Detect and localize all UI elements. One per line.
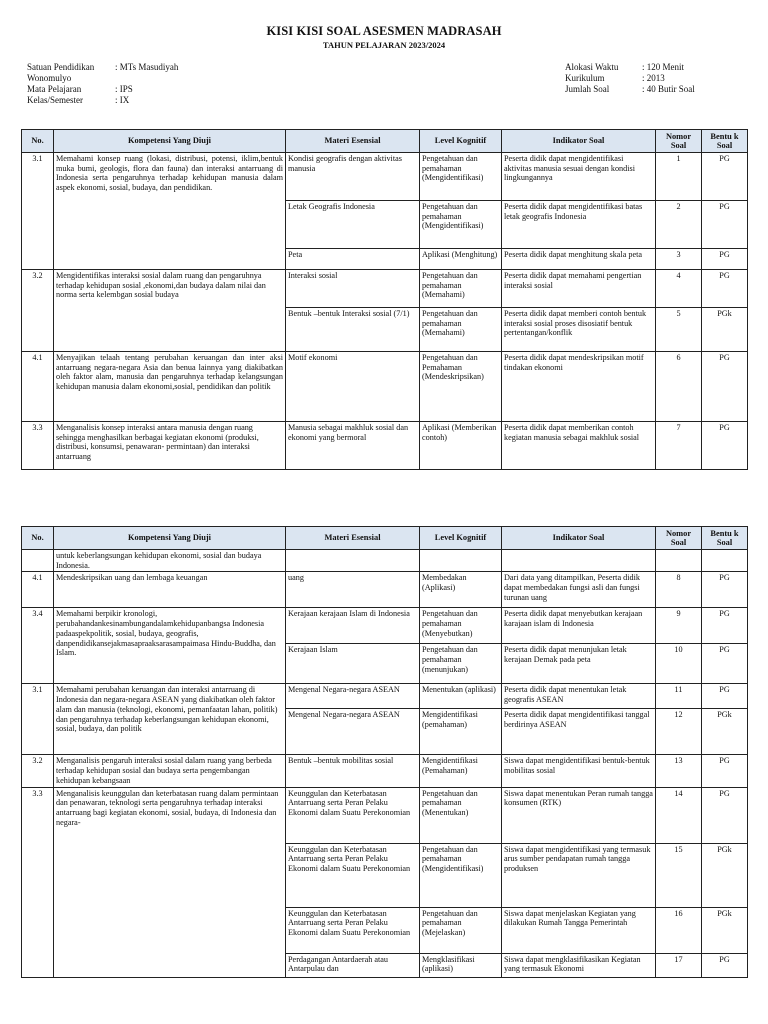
cell-no: 4.1 — [22, 352, 54, 422]
cell-level — [420, 550, 502, 572]
meta-value: : 120 Menit — [642, 62, 684, 72]
cell-level: Pengetahuan dan pemahaman (Menentukan) — [420, 787, 502, 843]
cell-bentuk: PG — [702, 153, 748, 201]
cell-bentuk: PG — [702, 953, 748, 977]
cell-kompetensi: Menganalisis konsep interaksi antara manusia dengan ruang sehingga menghasilkan berbagai kegiatan ekonomi (produksi, distribusi, konsumsi, penawaran- permintaan) dan interaksi antarruang — [54, 422, 286, 470]
cell-no: 3.3 — [22, 422, 54, 470]
kisi-table-2 — [21, 526, 748, 978]
table-row — [22, 352, 748, 422]
col-header-kompetensi: Kompetensi Yang Diuji — [54, 527, 286, 550]
cell-nomor: 7 — [656, 422, 702, 470]
cell-no: 4.1 — [22, 572, 54, 608]
cell-nomor: 14 — [656, 787, 702, 843]
cell-level: Membedakan (Aplikasi) — [420, 572, 502, 608]
kisi-table-1 — [21, 129, 748, 470]
table-row — [22, 153, 748, 201]
cell-no: 3.2 — [22, 270, 54, 352]
cell-no: 3.1 — [22, 153, 54, 270]
cell-nomor: 12 — [656, 709, 702, 755]
meta-value: : 40 Butir Soal — [642, 84, 695, 94]
table-header-row — [22, 130, 748, 153]
cell-materi: Mengenal Negara-negara ASEAN — [286, 709, 420, 755]
cell-level: Mengidentifikasi (Pemahaman) — [420, 755, 502, 787]
meta-label: Wonomulyo — [27, 73, 72, 83]
meta-row — [565, 73, 695, 84]
cell-nomor — [656, 550, 702, 572]
table-row — [22, 550, 748, 572]
table-row — [22, 684, 748, 709]
col-header-indikator: Indikator Soal — [502, 527, 656, 550]
col-header-indikator: Indikator Soal — [502, 130, 656, 153]
meta-row — [27, 84, 178, 95]
cell-no: 3.4 — [22, 608, 54, 684]
cell-indikator: Peserta didik dapat mengidentifikasi aktivitas manusia sesuai dengan kondisi lingkungannya — [502, 153, 656, 201]
cell-bentuk: PGk — [702, 709, 748, 755]
cell-nomor: 1 — [656, 153, 702, 201]
cell-materi: Bentuk –bentuk Interaksi sosial (7/1) — [286, 308, 420, 352]
cell-kompetensi: Menyajikan telaah tentang perubahan keruangan dan inter aksi antarruang negara-negara Asia dan benua lainnya yang diakibatkan oleh faktor alam, manusia dan pengaruhnya terhadap kelangsungan kehidupan manusia dalam ekonomi,sosial, pendidikan dan politik — [54, 352, 286, 422]
cell-kompetensi: Menganalisis pengaruh interaksi sosial dalam ruang yang berbeda terhadap kehidupan sosial dan budaya serta pengembangan kehidupan kebangsaan — [54, 755, 286, 787]
cell-bentuk: PG — [702, 270, 748, 308]
identity-block-right — [565, 62, 695, 95]
cell-materi: Kerajaan kerajaan Islam di Indonesia — [286, 608, 420, 644]
cell-bentuk: PG — [702, 787, 748, 843]
cell-level: Mengidentifikasi (pemahaman) — [420, 709, 502, 755]
cell-bentuk: PGk — [702, 907, 748, 953]
cell-materi: Bentuk –bentuk mobilitas sosial — [286, 755, 420, 787]
cell-bentuk: PG — [702, 352, 748, 422]
col-header-materi: Materi Esensial — [286, 130, 420, 153]
meta-value: : 2013 — [642, 73, 665, 83]
cell-kompetensi: Memahami berpikir kronologi, perubahandankesinambungandalamkehidupanbangsa Indonesia padaaspekpolitik, sosial, budaya, geografis, danpendidikansejakmasapraaksarasampaimasa Hindu-Buddha, dan Islam. — [54, 608, 286, 684]
cell-no: 3.2 — [22, 755, 54, 787]
cell-indikator: Dari data yang ditampilkan, Peserta didik dapat membedakan fungsi asli dan fungsi turunan uang — [502, 572, 656, 608]
cell-materi: Letak Geografis Indonesia — [286, 201, 420, 249]
cell-bentuk: PG — [702, 644, 748, 684]
cell-level: Pengetahuan dan pemahaman (Menyebutkan) — [420, 608, 502, 644]
table-row — [22, 787, 748, 843]
cell-materi: uang — [286, 572, 420, 608]
table-row — [22, 608, 748, 644]
cell-level: Pengetahuan dan pemahaman (Mengidentifikasi) — [420, 153, 502, 201]
table-row — [22, 422, 748, 470]
cell-nomor: 13 — [656, 755, 702, 787]
meta-value: : IX — [115, 95, 130, 105]
document-title: KISI KISI SOAL ASESMEN MADRASAH — [266, 24, 502, 38]
cell-indikator: Peserta didik dapat memberi contoh bentuk interaksi sosial proses disosiatif bentuk pertentangan/konflik — [502, 308, 656, 352]
col-header-level: Level Kognitif — [420, 527, 502, 550]
cell-indikator: Peserta didik dapat mendeskripsikan motif tindakan ekonomi — [502, 352, 656, 422]
cell-indikator: Peserta didik dapat menghitung skala peta — [502, 249, 656, 270]
cell-kompetensi: Memahami konsep ruang (lokasi, distribusi, potensi, iklim,bentuk muka bumi, geologis, flora dan fauna) dan interaksi antarruang di Indonesia serta pengaruhnya terhadap kehidupan manusia dalam aspek ekonomi, sosial, budaya, dan pendidikan. — [54, 153, 286, 270]
cell-nomor: 11 — [656, 684, 702, 709]
cell-materi: Manusia sebagai makhluk sosial dan ekonomi yang bermoral — [286, 422, 420, 470]
col-header-no: No. — [22, 130, 54, 153]
cell-level: Pengetahuan dan pemahaman (Memahami) — [420, 270, 502, 308]
cell-nomor: 15 — [656, 843, 702, 907]
cell-nomor: 5 — [656, 308, 702, 352]
cell-nomor: 10 — [656, 644, 702, 684]
cell-kompetensi: Menganalisis keunggulan dan keterbatasan ruang dalam permintaan dan penawaran, teknologi serta pengaruhnya terhadap interaksi antarruang bagi kegiatan ekonomi, sosial, budaya, di Indonesia dan negara- — [54, 787, 286, 977]
cell-materi: Peta — [286, 249, 420, 270]
cell-level: Pengetahuan dan pemahaman (Mengidentifikasi) — [420, 201, 502, 249]
cell-no: 3.1 — [22, 684, 54, 755]
cell-nomor: 4 — [656, 270, 702, 308]
table-row — [22, 755, 748, 787]
cell-indikator: Peserta didik dapat mengidentifikasi batas letak geografis Indonesia — [502, 201, 656, 249]
cell-level: Pengetahuan dan pemahaman (Mengidentifikasi) — [420, 843, 502, 907]
table-row — [22, 270, 748, 308]
cell-indikator: Peserta didik dapat menentukan letak geografis ASEAN — [502, 684, 656, 709]
cell-kompetensi: Mengidentifikas interaksi sosial dalam ruang dan pengaruhnya terhadap kehidupan sosial ,ekonomi,dan budaya dalam nilai dan norma serta kelembgan sosial budaya — [54, 270, 286, 352]
cell-level: Mengklasifikasi (aplikasi) — [420, 953, 502, 977]
meta-value: : IPS — [115, 84, 133, 94]
meta-row — [565, 62, 695, 73]
cell-materi: Interaksi sosial — [286, 270, 420, 308]
col-header-nomor: Nomor Soal — [656, 527, 702, 550]
meta-value: : MTs Masudiyah — [115, 62, 179, 72]
cell-level: Aplikasi (Memberikan contoh) — [420, 422, 502, 470]
col-header-level: Level Kognitif — [420, 130, 502, 153]
meta-label: Jumlah Soal — [565, 84, 610, 94]
cell-kompetensi: Memahami perubahan keruangan dan interaksi antarruang di Indonesia dan negara-negara ASEAN yang diakibatkan oleh faktor alam dan manusia (teknologi, ekonomi, pemanfaatan lahan, politik) dan pengaruhnya terhadap keberlangsungan kehidupan ekonomi, sosial, budaya, dan politik — [54, 684, 286, 755]
cell-indikator: Peserta didik dapat memahami pengertian interaksi sosial — [502, 270, 656, 308]
cell-no: 3.3 — [22, 787, 54, 977]
cell-materi — [286, 550, 420, 572]
table-header-row — [22, 527, 748, 550]
col-header-materi: Materi Esensial — [286, 527, 420, 550]
identity-block-left — [27, 62, 178, 106]
cell-nomor: 2 — [656, 201, 702, 249]
meta-label: Mata Pelajaran — [27, 84, 82, 94]
cell-bentuk: PGk — [702, 843, 748, 907]
cell-bentuk: PG — [702, 201, 748, 249]
col-header-bentuk: Bentu k Soal — [702, 527, 748, 550]
meta-row — [27, 95, 178, 106]
cell-nomor: 8 — [656, 572, 702, 608]
table-row — [22, 572, 748, 608]
cell-level: Pengetahuan dan pemahaman (Mejelaskan) — [420, 907, 502, 953]
cell-materi: Motif ekonomi — [286, 352, 420, 422]
col-header-no: No. — [22, 527, 54, 550]
cell-nomor: 9 — [656, 608, 702, 644]
cell-nomor: 3 — [656, 249, 702, 270]
cell-materi: Kondisi geografis dengan aktivitas manusia — [286, 153, 420, 201]
cell-nomor: 16 — [656, 907, 702, 953]
meta-label: Kelas/Semester — [27, 95, 83, 105]
cell-level: Pengetahuan dan pemahaman (Memahami) — [420, 308, 502, 352]
cell-indikator: Peserta didik dapat menyebutkan kerajaan karajaan islam di Indonesia — [502, 608, 656, 644]
cell-bentuk: PG — [702, 249, 748, 270]
meta-label: Alokasi Waktu — [565, 62, 619, 72]
cell-bentuk — [702, 550, 748, 572]
cell-bentuk: PG — [702, 422, 748, 470]
cell-level: Pengetahuan dan Pemahaman (Mendeskripsikan) — [420, 352, 502, 422]
cell-level: Aplikasi (Menghitung) — [420, 249, 502, 270]
cell-bentuk: PG — [702, 684, 748, 709]
col-header-nomor: Nomor Soal — [656, 130, 702, 153]
meta-label: Kurikulum — [565, 73, 605, 83]
cell-materi: Keunggulan dan Keterbatasan Antarruang serta Peran Pelaku Ekonomi dalam Suatu Perekonomian — [286, 843, 420, 907]
cell-indikator: Peserta didik dapat mengidentifikasi tanggal berdirinya ASEAN — [502, 709, 656, 755]
meta-row — [27, 62, 178, 73]
cell-materi: Perdagangan Antardaerah atau Antarpulau dan — [286, 953, 420, 977]
cell-materi: Keunggulan dan Keterbatasan Antarruang serta Peran Pelaku Ekonomi dalam Suatu Perekonomian — [286, 907, 420, 953]
cell-materi: Keunggulan dan Keterbatasan Antarruang serta Peran Pelaku Ekonomi dalam Suatu Perekonomian — [286, 787, 420, 843]
cell-indikator: Siswa dapat mengidentifikasi bentuk-bentuk mobilitas sosial — [502, 755, 656, 787]
col-header-bentuk: Bentu k Soal — [702, 130, 748, 153]
meta-row — [565, 84, 695, 95]
document-subtitle: TAHUN PELAJARAN 2023/2024 — [322, 40, 446, 50]
cell-indikator: Siswa dapat mengklasifikasikan Kegiatan yang termasuk Ekonomi — [502, 953, 656, 977]
cell-indikator: Siswa dapat menentukan Peran rumah tangga konsumen (RTK) — [502, 787, 656, 843]
cell-nomor: 17 — [656, 953, 702, 977]
meta-label: Satuan Pendidikan — [27, 62, 95, 72]
cell-no — [22, 550, 54, 572]
cell-indikator: Peserta didik dapat memberikan contoh kegiatan manusia sebagai makhluk sosial — [502, 422, 656, 470]
cell-kompetensi: untuk keberlangsungan kehidupan ekonomi, sosial dan budaya Indonesia. — [54, 550, 286, 572]
cell-indikator — [502, 550, 656, 572]
cell-materi: Mengenal Negara-negara ASEAN — [286, 684, 420, 709]
meta-row — [27, 73, 178, 84]
cell-indikator: Siswa dapat menjelaskan Kegiatan yang dilakukan Rumah Tangga Pemerintah — [502, 907, 656, 953]
cell-bentuk: PGk — [702, 308, 748, 352]
cell-bentuk: PG — [702, 755, 748, 787]
cell-level: Pengetahuan dan pemahaman (menunjukan) — [420, 644, 502, 684]
col-header-kompetensi: Kompetensi Yang Diuji — [54, 130, 286, 153]
cell-bentuk: PG — [702, 572, 748, 608]
cell-bentuk: PG — [702, 608, 748, 644]
cell-kompetensi: Mendeskripsikan uang dan lembaga keuangan — [54, 572, 286, 608]
cell-indikator: Siswa dapat mengidentifikasi yang termasuk arus sumber pendapatan rumah tangga produksen — [502, 843, 656, 907]
cell-materi: Kerajaan Islam — [286, 644, 420, 684]
cell-nomor: 6 — [656, 352, 702, 422]
cell-level: Menentukan (aplikasi) — [420, 684, 502, 709]
cell-indikator: Peserta didik dapat menunjukan letak kerajaan Demak pada peta — [502, 644, 656, 684]
